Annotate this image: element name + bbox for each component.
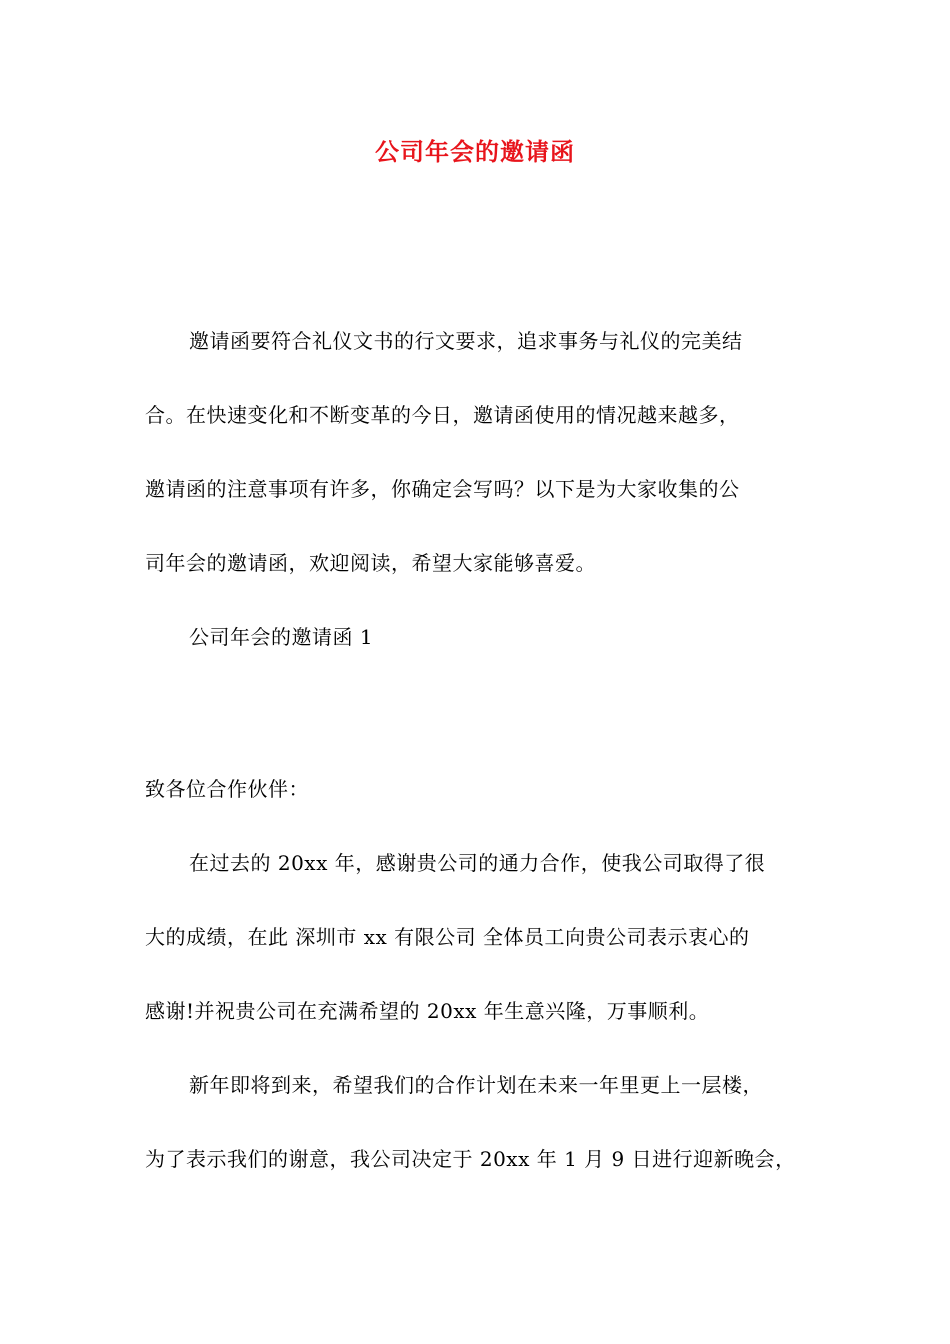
paragraph-line: 大的成绩，在此 深圳市 xx 有限公司 全体员工向贵公司表示衷心的 [145,925,750,949]
intro-line: 邀请函的注意事项有许多，你确定会写吗？以下是为大家收集的公 [145,477,740,501]
salutation: 致各位合作伙伴： [145,777,309,801]
intro-paragraph [145,304,815,674]
intro-line: 司年会的邀请函，欢迎阅读，希望大家能够喜爱。 [145,551,596,575]
paragraph-line: 在过去的 20xx 年，感谢贵公司的通力合作，使我公司取得了很 [189,851,766,875]
paragraph-line: 新年即将到来，希望我们的合作计划在未来一年里更上一层楼， [189,1073,763,1097]
paragraph-line: 为了表示我们的谢意，我公司决定于 20xx 年 1 月 9 日进行迎新晚会， [145,1147,796,1171]
intro-line: 合。在快速变化和不断变革的今日，邀请函使用的情况越来越多， [145,403,740,427]
paragraph-1 [145,826,815,1048]
paragraph-2 [145,1048,815,1196]
intro-line: 邀请函要符合礼仪文书的行文要求，追求事务与礼仪的完美结 [189,329,743,353]
salutation-block [145,752,815,826]
paragraph-line: 感谢!并祝贵公司在充满希望的 20xx 年生意兴隆，万事顺利。 [145,999,710,1023]
section-heading: 公司年会的邀请函 1 [189,625,374,649]
document-title: 公司年会的邀请函 [375,137,575,166]
